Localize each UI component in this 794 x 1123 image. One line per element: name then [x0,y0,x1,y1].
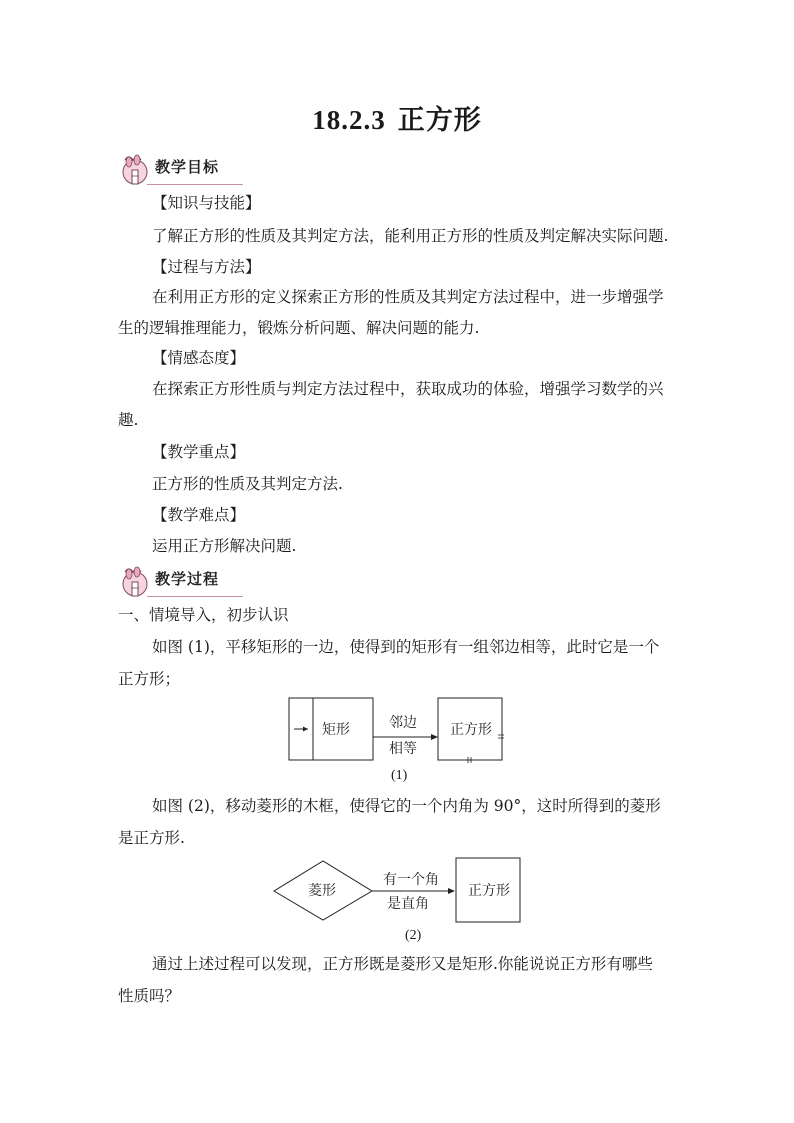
heading-label: 教学过程 [155,570,220,588]
attitude-label: 【情感态度】 [152,349,246,367]
difficulty-label: 【教学难点】 [152,506,246,524]
para2-line1: 如图 (2)，移动菱形的木框，使得它的一个内角为 90°，这时所得到的菱形 [152,797,661,815]
process-line2: 生的逻辑推理能力，锻炼分析问题、解决问题的能力. [118,319,480,337]
heading-rule [147,596,243,597]
arrow-label-top: 有一个角 [383,872,439,888]
figure-2-caption: (2) [405,928,422,943]
teaching-goals-heading [117,150,247,190]
figure-1 [286,695,516,767]
difficulty-text: 运用正方形解决问题. [152,537,297,555]
process-line1: 在利用正方形的定义探索正方形的性质及其判定方法过程中，进一步增强学 [152,288,664,306]
knowledge-label: 【知识与技能】 [152,194,261,212]
figure-1-caption: (1) [391,768,408,783]
figure-1-diagram [286,695,516,767]
key-point-label: 【教学重点】 [152,443,246,461]
equal-side-mark [498,735,504,738]
knowledge-text: 了解正方形的性质及其判定方法，能利用正方形的性质及判定解决实际问题. [152,227,669,245]
para2-line2: 是正方形. [118,829,185,847]
flower-pencil-badge-icon [117,152,153,188]
heading-label: 教学目标 [155,158,220,176]
section-number: 18.2.3 [312,105,386,135]
arrow-label-bottom: 相等 [389,741,417,757]
part1-title: 一、情境导入，初步认识 [118,606,289,624]
square-label: 正方形 [450,722,492,738]
para1-line1: 如图 (1)，平移矩形的一边，使得到的矩形有一组邻边相等，此时它是一个 [152,638,660,656]
square-label: 正方形 [468,883,510,899]
section-title: 正方形 [397,105,482,135]
figure-2 [270,856,525,926]
para3-line2: 性质吗？ [118,987,181,1005]
key-point-text: 正方形的性质及其判定方法. [152,475,343,493]
process-label: 【过程与方法】 [152,258,261,276]
attitude-line2: 趣. [118,411,139,429]
rectangle-label: 矩形 [322,722,350,738]
arrow-label-top: 邻边 [389,715,417,731]
para3-line1: 通过上述过程可以发现，正方形既是菱形又是矩形.你能说说正方形有哪些 [152,955,653,973]
para1-line2: 正方形； [118,670,181,688]
arrow-label-bottom: 是直角 [387,896,429,912]
attitude-line1: 在探索正方形性质与判定方法过程中，获取成功的体验，增强学习数学的兴 [152,380,664,398]
flower-pencil-badge-icon [117,564,153,600]
heading-rule [147,184,243,185]
figure-2-diagram [270,856,525,926]
teaching-process-heading [117,562,247,602]
rhombus-label: 菱形 [308,883,336,899]
page-title [0,98,794,137]
